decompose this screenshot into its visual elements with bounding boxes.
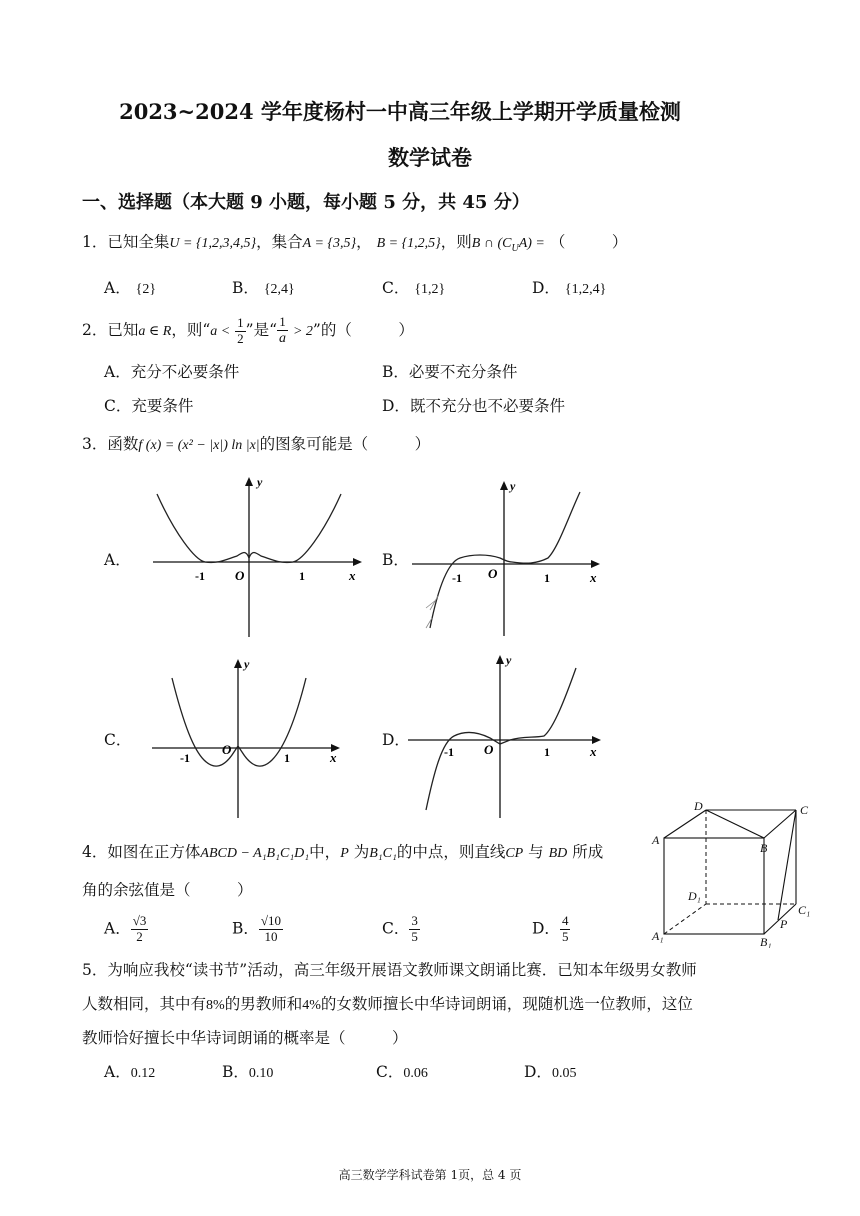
graph-b-x-label: x <box>590 570 597 585</box>
graph-d-neg-tick: -1 <box>444 745 454 759</box>
cube-label-b: B <box>760 841 768 855</box>
q4-option-a[interactable]: A． $\frac{√3}{2}$ <box>104 913 147 944</box>
cube-label-c: C <box>800 803 809 817</box>
graph-d-pos-tick: 1 <box>544 745 550 759</box>
q3-option-c[interactable]: C． <box>104 731 132 749</box>
q1-option-d[interactable]: D． {1,2,4} <box>532 279 607 297</box>
question-4-line-2: 角的余弦值是（ ） <box>82 881 253 899</box>
graph-a-origin: O <box>235 568 245 583</box>
question-5: 5．为响应我校“读书节”活动，高三年级开展语文教师课文朗诵比赛．已知本年级男女教师 <box>82 961 697 979</box>
graph-b-y-label: y <box>510 479 516 493</box>
graph-c-pos-tick: 1 <box>284 751 290 765</box>
q1-option-a[interactable]: A． {2} <box>104 279 157 297</box>
graph-a-x-label: x <box>349 568 356 583</box>
q4-option-b[interactable]: B． $\frac{√10}{10}$ <box>232 913 282 944</box>
graph-d-y-label: y <box>506 653 512 667</box>
q2-option-c[interactable]: C．充要条件 <box>104 397 194 415</box>
graph-a-neg-tick: -1 <box>195 569 205 583</box>
graph-b-pos-tick: 1 <box>544 571 550 585</box>
graph-d-origin: O <box>484 742 494 757</box>
graph-b-origin: O <box>488 566 498 581</box>
q3-option-a[interactable]: A． <box>104 551 131 569</box>
q2-option-a[interactable]: A．充分不必要条件 <box>104 363 240 381</box>
cube-figure <box>650 798 820 948</box>
q3-option-b[interactable]: B． <box>382 551 409 569</box>
question-1: 1．已知全集U = {1,2,3,4,5}，集合A = {3,5}， B = {1,2,5}，则B ∩ $(C_UA)$ = （ ） <box>82 233 628 255</box>
graph-c-x-label: x <box>330 750 337 765</box>
q5-option-c[interactable]: C．0.06 <box>376 1063 428 1081</box>
graph-c-neg-tick: -1 <box>180 751 190 765</box>
exam-title: 2023~2024 学年度杨村一中高三年级上学期开学质量检测 <box>119 99 681 124</box>
cube-label-a1: A₁ <box>652 929 664 943</box>
exam-subtitle: 数学试卷 <box>388 145 472 170</box>
graph-a-pos-tick: 1 <box>299 569 305 583</box>
question-5-line-2: 人数相同，其中有8%的男教师和4%的女数师擅长中华诗词朗诵，现随机选一位教师，这位 <box>82 995 693 1013</box>
graph-d <box>404 652 609 820</box>
page-footer: 高三数学学科试卷第 1页，总 4 页 <box>338 1168 522 1182</box>
question-5-line-3: 教师恰好擅长中华诗词朗诵的概率是（ ） <box>82 1029 408 1047</box>
graph-a-y-label: y <box>257 475 263 489</box>
question-2: 2．已知a ∈ R，则“a < $\frac{1}{2}$ ”是“ $\frac{1}{a}$ > 2”的（ ） <box>82 314 414 346</box>
q5-option-a[interactable]: A．0.12 <box>104 1063 156 1081</box>
graph-a <box>145 474 370 639</box>
graph-c-y-label: y <box>244 657 250 671</box>
q3-option-d[interactable]: D． <box>382 731 410 749</box>
q1-option-b[interactable]: B． {2,4} <box>232 279 295 297</box>
question-4: 4．如图在正方体ABCD − A₁B₁C₁D₁中，P 为B₁C₁的中点，则直线CP 与 BD 所成 <box>82 843 604 861</box>
question-3: 3．函数f (x) = (x² − |x|) ln |x|的图象可能是（ ） <box>82 435 431 453</box>
graph-b-neg-tick: -1 <box>452 571 462 585</box>
q4-option-c[interactable]: C． $\frac{3}{5}$ <box>382 913 418 944</box>
q4-option-d[interactable]: D． $\frac{4}{5}$ <box>532 913 569 944</box>
q5-option-d[interactable]: D．0.05 <box>524 1063 577 1081</box>
q1-option-c[interactable]: C． {1,2} <box>382 279 446 297</box>
cube-label-c1: C₁ <box>798 903 811 917</box>
q2-option-b[interactable]: B．必要不充分条件 <box>382 363 518 381</box>
graph-c <box>148 656 348 820</box>
q5-option-b[interactable]: B．0.10 <box>222 1063 274 1081</box>
graph-c-origin: O <box>222 742 232 757</box>
section-heading: 一、选择题（本大题 9 小题，每小题 5 分，共 45 分） <box>82 192 530 213</box>
cube-label-d: D <box>694 799 703 813</box>
graph-d-x-label: x <box>590 744 597 759</box>
q2-option-d[interactable]: D．既不充分也不必要条件 <box>382 397 565 415</box>
graph-b <box>408 478 608 638</box>
cube-label-b1: B₁ <box>760 935 772 948</box>
cube-label-d1: D₁ <box>688 889 701 903</box>
cube-label-p: P <box>780 917 788 931</box>
cube-label-a: A <box>652 833 660 847</box>
